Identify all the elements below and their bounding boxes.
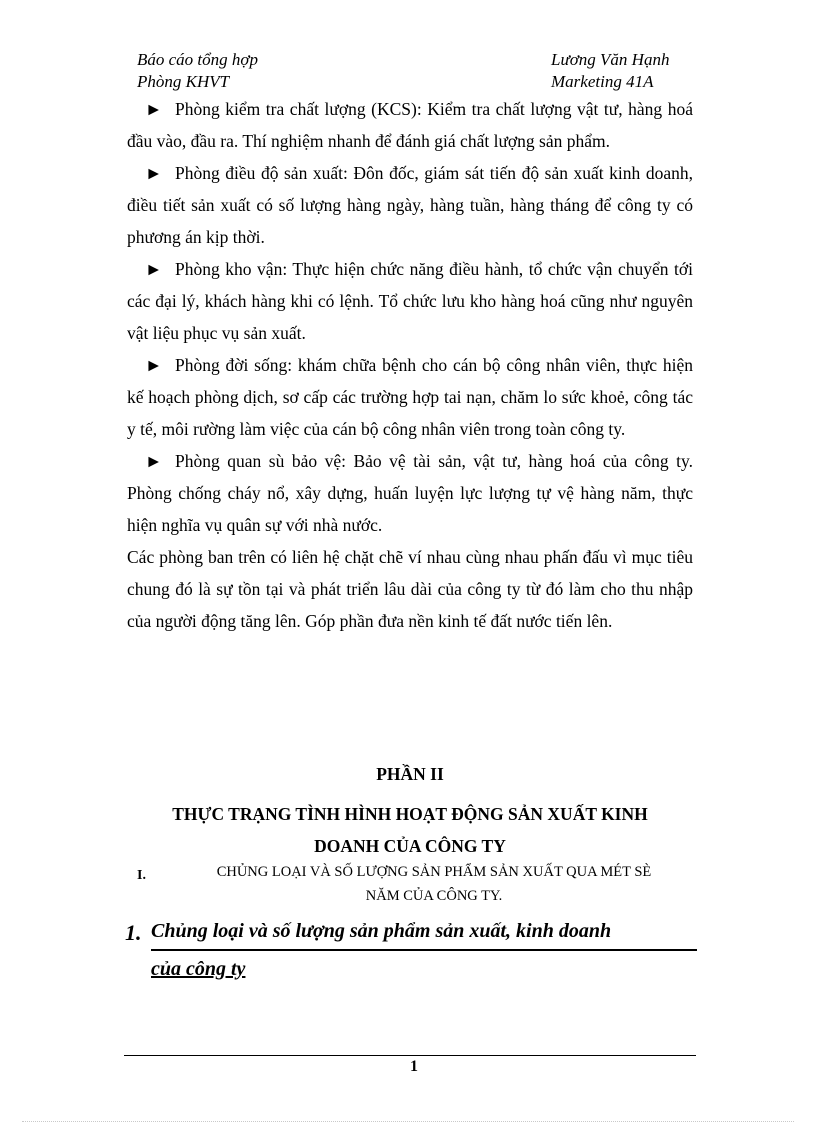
closing-paragraph: Các phòng ban trên có liên hệ chặt chẽ ví nhau cùng nhau phấn đấu vì mục tiêu chung đó là sự tồn tại và phát triển lâu dài của công ty từ đó làm cho thu nhập của người động tăng lên. Góp phần đưa nền kinh tế đất nước tiến lên. <box>127 547 693 631</box>
part-heading-line: DOANH CỦA CÔNG TY <box>314 836 506 856</box>
part-heading-line: THỰC TRẠNG TÌNH HÌNH HOẠT ĐỘNG SẢN XUẤT KINH <box>172 804 648 824</box>
paragraph-warehouse-transport: ► Phòng kho vận: Thực hiện chức năng điều hành, tổ chức vận chuyển tới các đại lý, khách hàng khi có lệnh. Tổ chức lưu kho hàng hoá cũng như nguyên vật liệu phục vụ sản xuất. <box>127 253 693 349</box>
bullet-arrow-icon: ► <box>145 451 163 471</box>
part-heading <box>127 798 693 862</box>
paragraph-production-scheduling: ► Phòng điều độ sản xuất: Đôn đốc, giám sát tiến độ sản xuất kinh doanh, điều tiết sản xuất có số lượng hàng ngày, hàng tuần, hàng tháng để công ty có phương án kịp thời. <box>127 157 693 253</box>
subsection-heading <box>151 913 697 987</box>
part-label: PHẦN II <box>376 764 444 784</box>
report-title: Báo cáo tổng hợp <box>137 50 258 69</box>
section-heading-line: CHỦNG LOẠI VÀ SỐ LƯỢNG SẢN PHẨM SẢN XUẤT QUA MÉT SÈ <box>216 864 652 880</box>
author-class: Marketing 41A <box>551 72 654 91</box>
paragraph-security: ► Phòng quan sù bảo vệ: Bảo vệ tài sản, vật tư, hàng hoá của công ty. Phòng chống cháy nổ, xây dựng, huấn luyện lực lượng tự vệ hàng năm, thực hiện nghĩa vụ quân sự với nhà nước. <box>127 445 693 541</box>
subsection-heading-line: Chủng loại và số lượng sản phẩm sản xuất, kinh doanh <box>151 913 697 951</box>
footer-rule <box>124 1055 696 1056</box>
section-number: I. <box>137 868 146 883</box>
bullet-arrow-icon: ► <box>145 355 163 375</box>
paragraph-welfare: ► Phòng đời sống: khám chữa bệnh cho cán bộ công nhân viên, thực hiện kế hoạch phòng dịch, sơ cấp các trường hợp tai nạn, chăm lo sức khoẻ, công tác y tế, môi rường làm việc của cán bộ công nhân viên trong toàn công ty. <box>127 349 693 445</box>
subsection-heading-line: của công ty <box>151 958 246 980</box>
bullet-arrow-icon: ► <box>145 163 163 183</box>
department-name: Phòng KHVT <box>137 72 230 91</box>
header-left <box>137 49 258 93</box>
section-heading <box>180 860 688 908</box>
subsection-number: 1. <box>125 920 142 945</box>
page-number: 1 <box>410 1058 418 1075</box>
author-name: Lương Văn Hạnh <box>551 50 670 69</box>
header-right <box>551 49 669 93</box>
page-bottom-border <box>22 1121 794 1122</box>
bullet-arrow-icon: ► <box>145 99 163 119</box>
section-heading-line: NĂM CỦA CÔNG TY. <box>365 888 503 904</box>
bullet-arrow-icon: ► <box>145 259 163 279</box>
body-text <box>127 93 693 637</box>
paragraph-kcs: ► Phòng kiểm tra chất lượng (KCS): Kiểm tra chất lượng vật tư, hàng hoá đầu vào, đầu ra. Thí nghiệm nhanh để đánh giá chất lượng sản phẩm. <box>127 93 693 157</box>
